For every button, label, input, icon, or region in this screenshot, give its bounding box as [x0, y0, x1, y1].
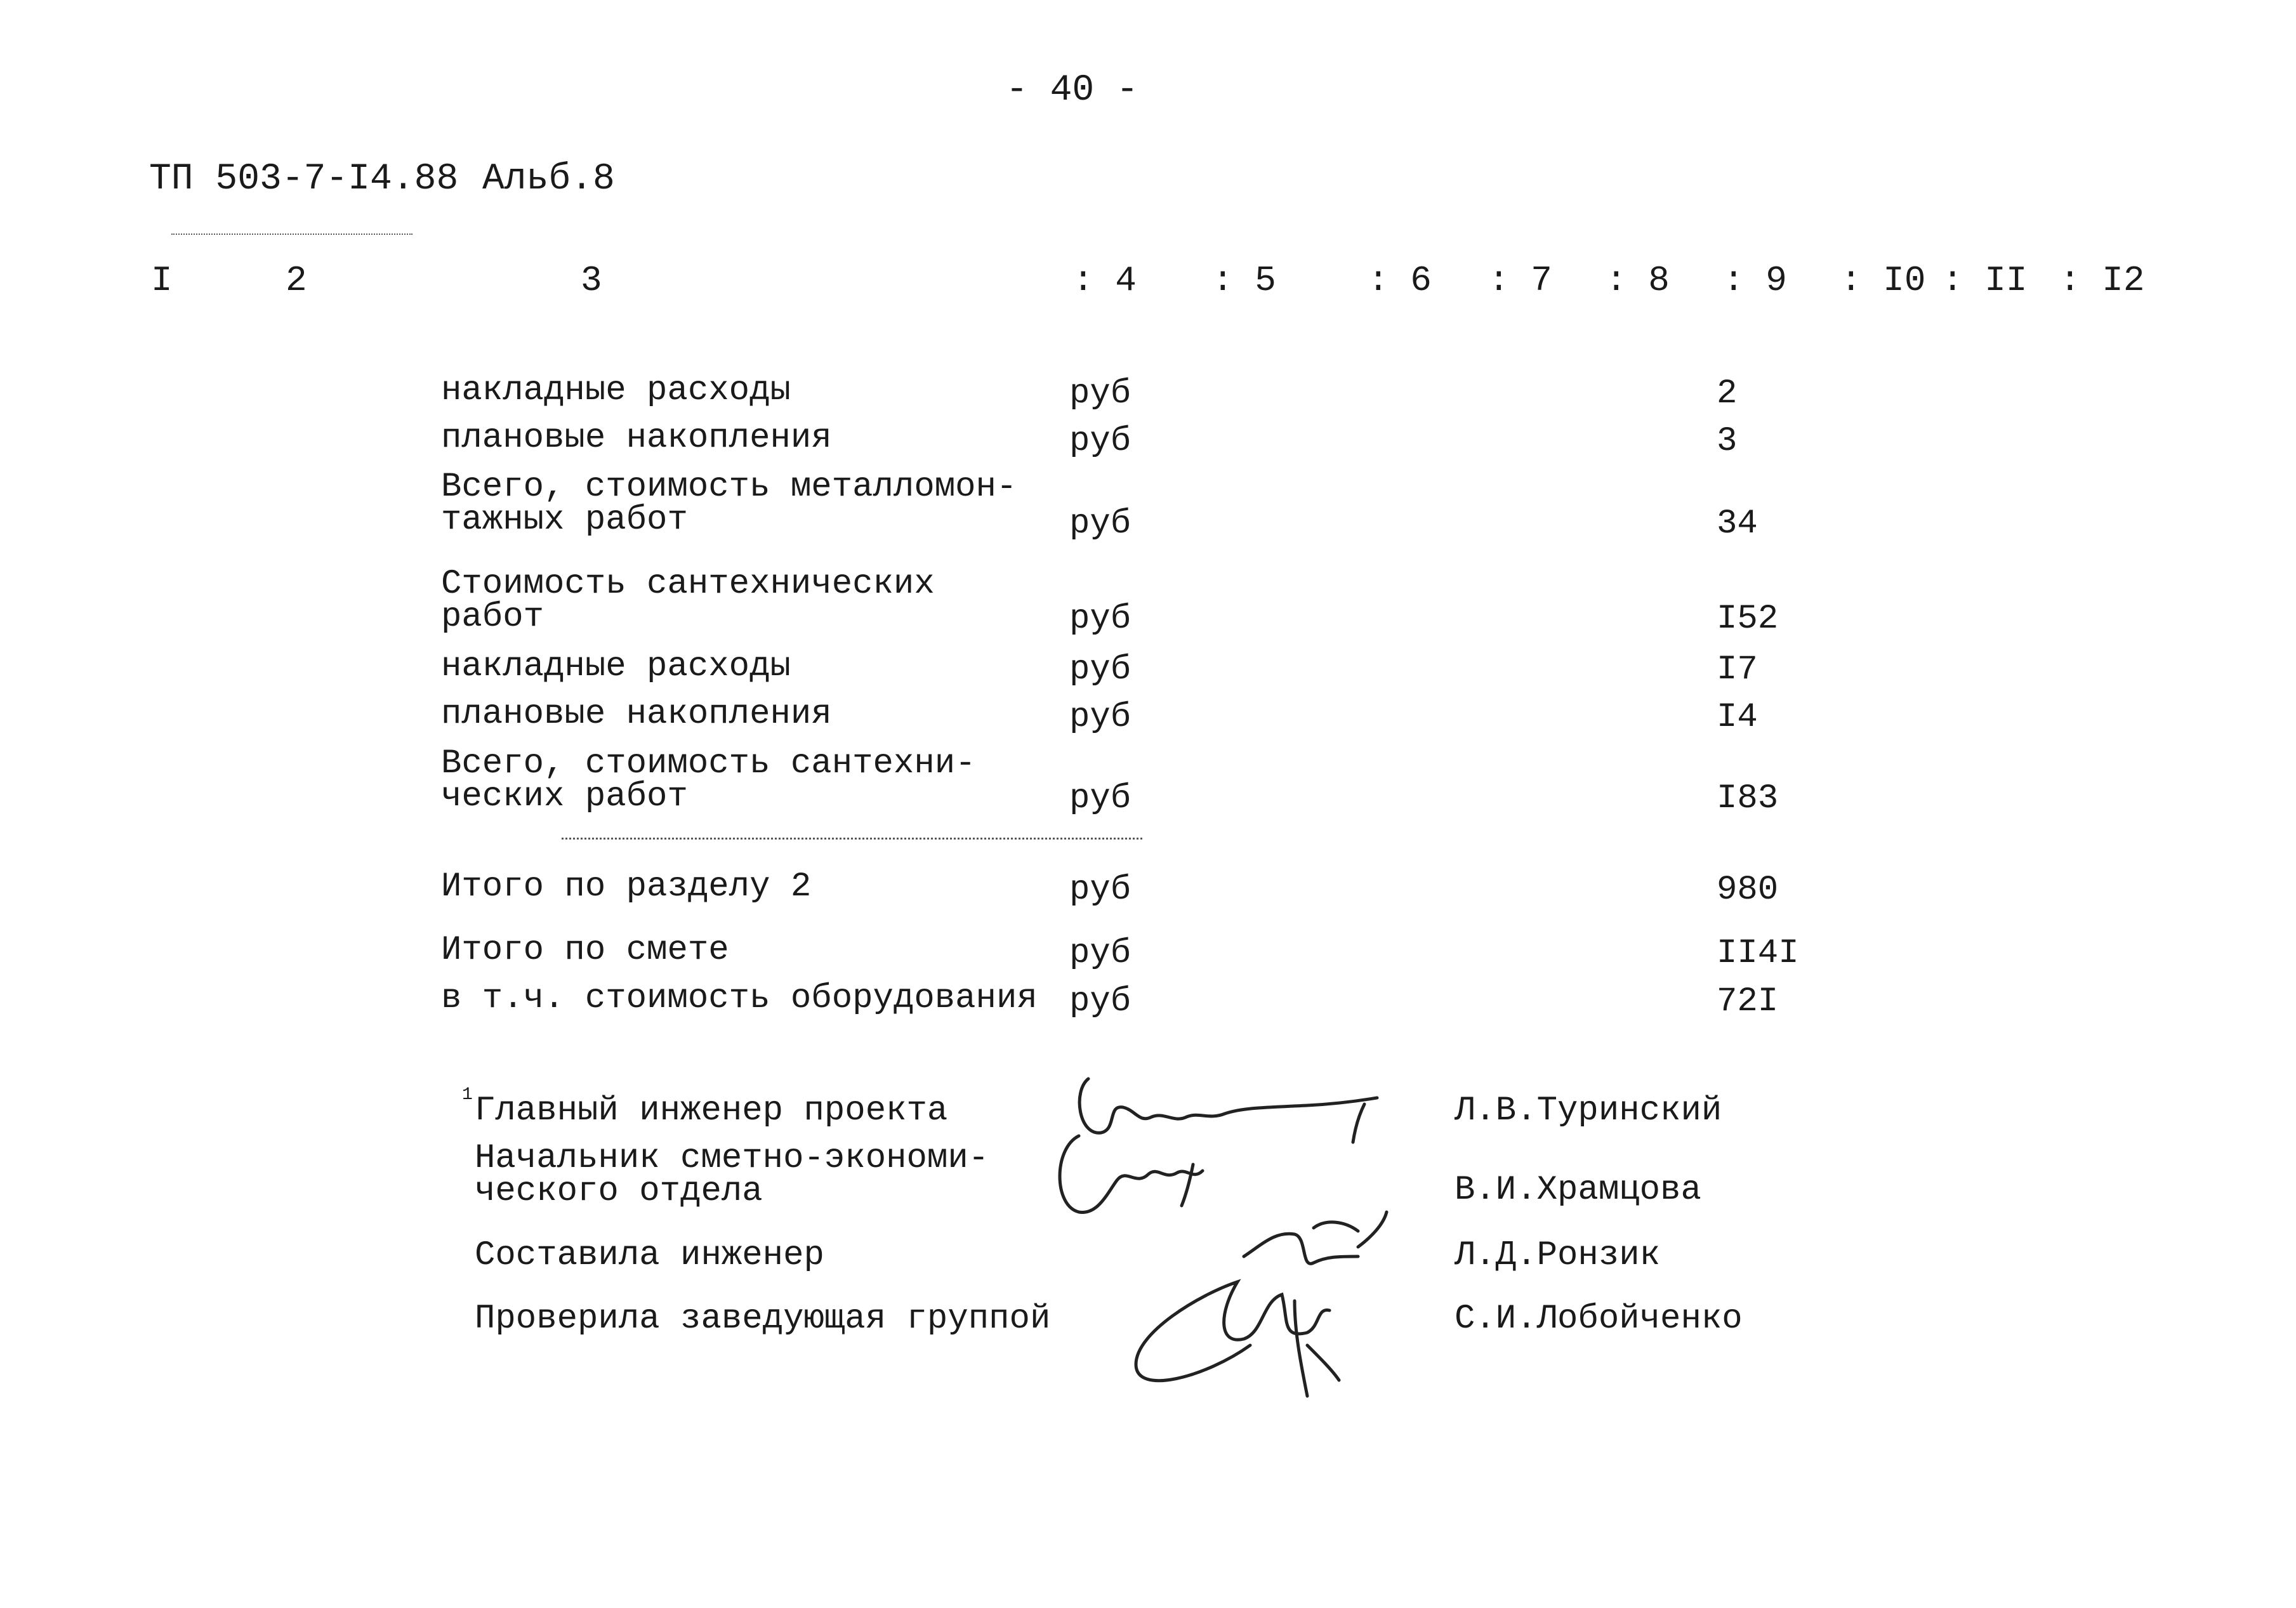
signer-name: С.И.Лобойченко: [1455, 1300, 1743, 1338]
column-number: : 7: [1488, 260, 1552, 301]
column-number: : I2: [2059, 260, 2145, 301]
row-name: Всего, стоимость сантехни- ческих работ: [441, 744, 976, 816]
row-unit: руб: [1069, 779, 1132, 818]
column-number: : 6: [1368, 260, 1432, 301]
row-unit: руб: [1069, 374, 1132, 413]
signer-role: Главный инженер проекта: [475, 1091, 948, 1130]
column-number: : 4: [1072, 260, 1137, 301]
row-value: I4: [1717, 698, 1758, 737]
handwritten-signature-3-icon: [1136, 1212, 1387, 1396]
document-code: ТП 503-7-I4.88: [149, 159, 459, 200]
row-name: в т.ч. стоимость оборудования: [441, 979, 1038, 1018]
row-name: плановые накопления: [441, 419, 832, 458]
column-number: : 5: [1212, 260, 1276, 301]
row-value: 72I: [1717, 982, 1779, 1021]
signer-name: Л.Д.Ронзик: [1455, 1236, 1661, 1275]
column-number: : 9: [1723, 260, 1787, 301]
signer-role: Проверила заведующая группой: [475, 1300, 1051, 1338]
row-value: 2: [1717, 374, 1738, 413]
row-value: I83: [1717, 779, 1779, 818]
album-number: Альб.8: [482, 159, 615, 200]
row-value: II4I: [1717, 934, 1799, 973]
row-name: плановые накопления: [441, 695, 832, 734]
row-value: I52: [1717, 600, 1779, 638]
row-name: накладные расходы: [441, 647, 791, 686]
row-name: Стоимость сантехнических работ: [441, 565, 935, 636]
signer-name: В.И.Храмцова: [1455, 1171, 1701, 1209]
row-value: 3: [1717, 422, 1738, 461]
signer-name: Л.В.Туринский: [1455, 1091, 1722, 1130]
row-unit: руб: [1069, 650, 1132, 689]
signer-role: Составила инженер: [475, 1236, 824, 1275]
row-name: Итого по разделу 2: [441, 867, 812, 906]
row-unit: руб: [1069, 934, 1132, 973]
row-unit: руб: [1069, 698, 1132, 737]
row-name: Итого по смете: [441, 931, 729, 970]
footnote-mark: 1: [462, 1085, 473, 1105]
column-number: : II: [1942, 260, 2028, 301]
row-name: Всего, стоимость металломон- тажных работ: [441, 468, 1017, 539]
row-value: 980: [1717, 871, 1779, 909]
row-unit: руб: [1069, 422, 1132, 461]
column-number: 2: [286, 260, 307, 301]
column-number: 3: [581, 260, 602, 301]
handwritten-signature-1-icon: [1079, 1079, 1377, 1142]
row-value: 34: [1717, 504, 1758, 543]
row-unit: руб: [1069, 600, 1132, 638]
signer-role: Начальник сметно-экономи- ческого отдела: [475, 1139, 989, 1211]
page-number: - 40 -: [1006, 70, 1138, 111]
column-number: I: [151, 260, 173, 301]
row-unit: руб: [1069, 871, 1132, 909]
row-value: I7: [1717, 650, 1758, 689]
column-number: : I0: [1840, 260, 1926, 301]
header-underline: [171, 234, 412, 235]
column-number: : 8: [1606, 260, 1670, 301]
row-unit: руб: [1069, 504, 1132, 543]
row-unit: руб: [1069, 982, 1132, 1021]
row-name: накладные расходы: [441, 371, 791, 410]
section-divider: [562, 838, 1142, 840]
